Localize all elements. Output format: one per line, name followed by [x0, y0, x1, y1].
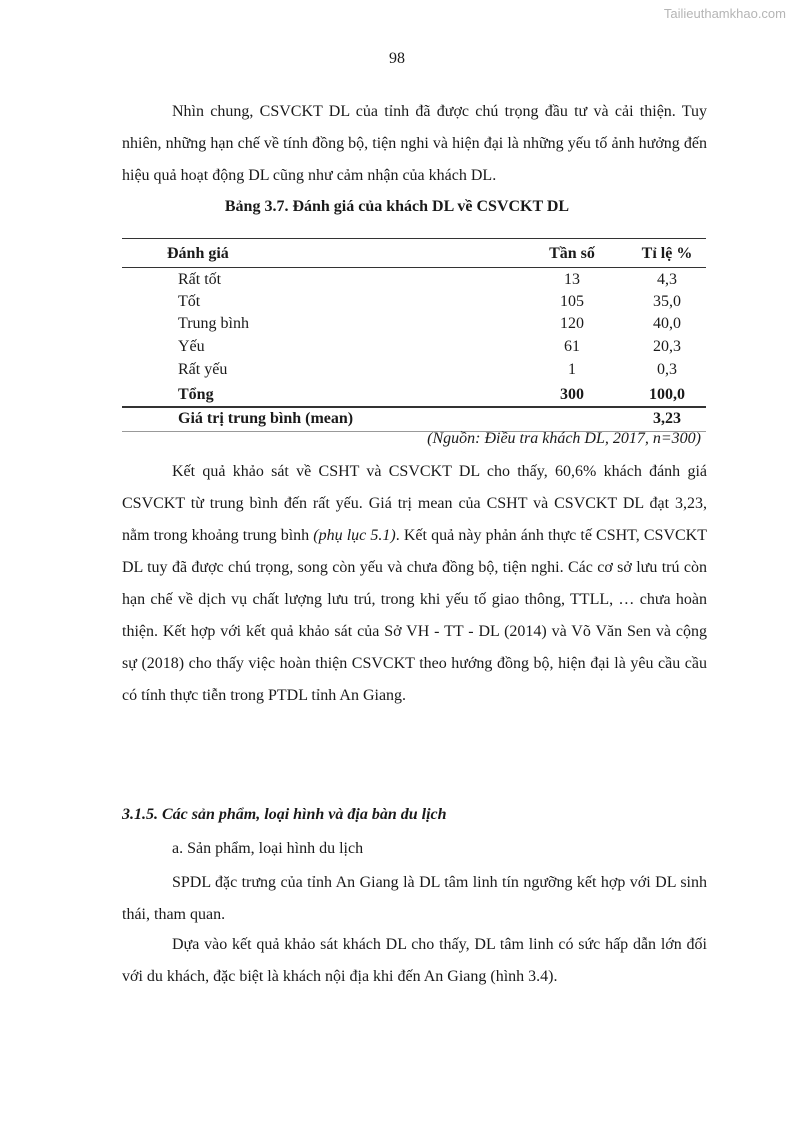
- row-frequency: 1: [568, 361, 576, 378]
- result-text-part2: . Kết quả này phản ánh thực tế CSHT, CSVCKT DL tuy đã được chú trọng, song còn yếu và chưa đồng bộ, tiện nghi. Các cơ sở lưu trú còn hạn chế về dịch vụ chất lượng lưu trú, trong khi yếu tố giao thông, TTLL, … chưa hoàn thiện. Kết hợp với kết quả khảo sát của Sở VH - TT - DL (2014) và Võ Văn Sen và cộng sự (2018) cho thấy việc hoàn thiện CSVCKT theo hướng đồng bộ, hiện đại là yêu cầu cầu có tính thực tiễn trong PTDL tỉnh An Giang.: [122, 527, 708, 704]
- intro-text: Nhìn chung, CSVCKT DL của tỉnh đã được chú trọng đầu tư và cải thiện. Tuy nhiên, những hạn chế về tính đồng bộ, tiện nghi và hiện đại là những yếu tố ảnh hưởng đến hiệu quả hoạt động DL cũng như cảm nhận của khách DL.: [122, 103, 707, 184]
- total-percent: 100,0: [649, 386, 685, 403]
- row-percent: 4,3: [657, 271, 677, 288]
- row-percent: 35,0: [653, 293, 681, 310]
- row-rating: Trung bình: [178, 315, 249, 332]
- table-source: (Nguồn: Điều tra khách DL, 2017, n=300): [427, 430, 701, 447]
- table-top-rule: [122, 238, 706, 239]
- row-rating: Rất yếu: [178, 361, 228, 378]
- total-frequency: 300: [560, 386, 584, 403]
- table-row: [122, 312, 706, 335]
- appendix-ref: (phụ lục 5.1): [313, 527, 396, 544]
- result-text-part1: Kết quả khảo sát về CSHT và CSVCKT DL cho thấy, 60,6% khách đánh giá CSVCKT từ trung bình đến rất yếu. Giá trị mean của CSHT và CSVCKT DL đạt 3,23, nằm trong khoảng trung bình: [122, 463, 707, 544]
- row-frequency: 61: [564, 338, 580, 355]
- row-rating: Rất tốt: [178, 271, 222, 288]
- header-rating: Đánh giá: [167, 245, 229, 262]
- section-paragraph-1: [122, 867, 707, 931]
- table-caption: Bảng 3.7. Đánh giá của khách DL về CSVCKT DL: [224, 198, 570, 215]
- row-percent: 40,0: [653, 315, 681, 332]
- table-row: [122, 268, 706, 291]
- watermark: Tailieuthamkhao.com: [663, 6, 786, 21]
- page-number: 98: [389, 50, 405, 67]
- intro-paragraph: [122, 96, 707, 192]
- table-total-row: [122, 383, 706, 406]
- section-heading: 3.1.5. Các sản phẩm, loại hình và địa bàn du lịch: [122, 806, 447, 823]
- section-paragraph-2-text: Dựa vào kết quả khảo sát khách DL cho thấy, DL tâm linh có sức hấp dẫn lớn đối với du khách, đặc biệt là khách nội địa khi đến An Giang (hình 3.4).: [122, 936, 707, 985]
- row-rating: Yếu: [178, 338, 205, 355]
- total-label: Tổng: [178, 386, 214, 403]
- row-percent: 0,3: [657, 361, 677, 378]
- row-percent: 20,3: [653, 338, 681, 355]
- mean-value: 3,23: [653, 410, 681, 427]
- table-row: [122, 335, 706, 358]
- row-frequency: 120: [560, 315, 584, 332]
- table-mean-row: [122, 407, 706, 430]
- row-frequency: 105: [560, 293, 584, 310]
- table-header-row: [122, 242, 706, 265]
- header-frequency: Tần số: [549, 245, 595, 262]
- section-paragraph-2: [122, 929, 707, 993]
- table-row: [122, 358, 706, 381]
- row-rating: Tốt: [178, 293, 201, 310]
- header-percent: Tỉ lệ %: [641, 245, 693, 262]
- result-paragraph: [122, 456, 707, 712]
- mean-label: Giá trị trung bình (mean): [178, 410, 354, 427]
- table-row: [122, 290, 706, 313]
- row-frequency: 13: [564, 271, 580, 288]
- section-subheading: a. Sản phẩm, loại hình du lịch: [172, 840, 364, 857]
- section-paragraph-1-text: SPDL đặc trưng của tỉnh An Giang là DL tâm linh tín ngưỡng kết hợp với DL sinh thái, tham quan.: [122, 874, 707, 923]
